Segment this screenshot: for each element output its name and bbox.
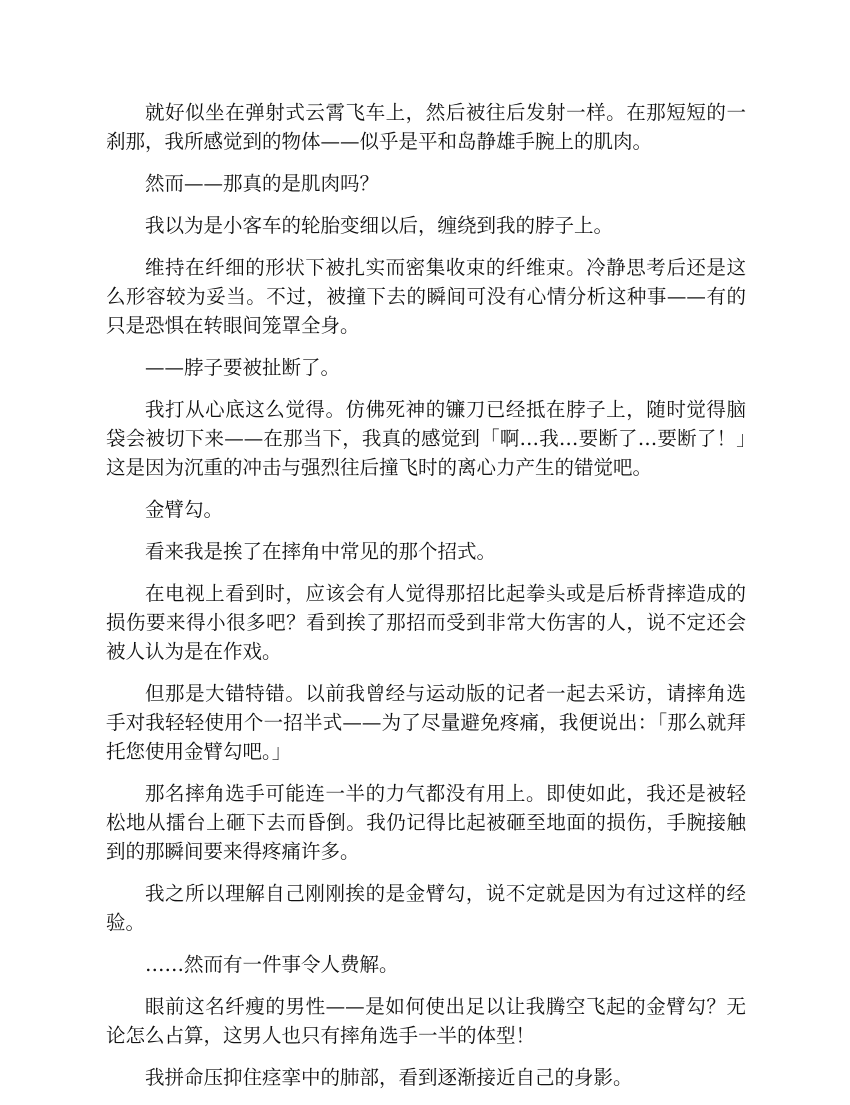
document-body	[106, 98, 746, 1105]
paragraph: 眼前这名纤瘦的男性——是如何使出足以让我腾空飞起的金臂勾？无论怎么占算，这男人也只有摔角选手一半的体型！	[106, 995, 746, 1047]
paragraph: 然而——那真的是肌肉吗？	[145, 172, 380, 195]
paragraph: ——脖子要被扯断了。	[145, 356, 341, 379]
paragraph: 我之所以理解自己刚刚挨的是金臂勾，说不定就是因为有过这样的经验。	[106, 882, 746, 934]
paragraph: 看来我是挨了在摔角中常见的那个招式。	[145, 540, 497, 563]
paragraph: 在电视上看到时，应该会有人觉得那招比起拳头或是后桥背摔造成的损伤要来得小很多吧？看到挨了那招而受到非常大伤害的人，说不定还会被人认为是在作戏。	[106, 582, 746, 663]
paragraph: ……然而有一件事令人费解。	[145, 953, 399, 976]
paragraph: 我拼命压抑住痉挛中的肺部，看到逐渐接近自己的身影。	[145, 1066, 633, 1089]
paragraph: 那名摔角选手可能连一半的力气都没有用上。即使如此，我还是被轻松地从擂台上砸下去而昏倒。我仍记得比起被砸至地面的损伤，手腕接触到的那瞬间要来得疼痛许多。	[106, 782, 746, 863]
paragraph: 但那是大错特错。以前我曾经与运动版的记者一起去采访，请摔角选手对我轻轻使用个一招半式——为了尽量避免疼痛，我便说出：「那么就拜托您使用金臂勾吧。」	[106, 682, 746, 763]
paragraph: 我以为是小客车的轮胎变细以后，缠绕到我的脖子上。	[145, 214, 614, 237]
paragraph: 金臂勾。	[145, 498, 224, 521]
paragraph: 就好似坐在弹射式云霄飞车上，然后被往后发射一样。在那短短的一刹那，我所感觉到的物体——似乎是平和岛静雄手腕上的肌肉。	[106, 101, 746, 153]
paragraph: 我打从心底这么觉得。仿佛死神的镰刀已经抵在脖子上，随时觉得脑袋会被切下来——在那当下，我真的感觉到「啊…我…要断了…要断了！」这是因为沉重的冲击与强烈往后撞飞时的离心力产生的错觉吧。	[106, 398, 746, 479]
paragraph: 维持在纤细的形状下被扎实而密集收束的纤维束。冷静思考后还是这么形容较为妥当。不过，被撞下去的瞬间可没有心情分析这种事——有的只是恐惧在转眼间笼罩全身。	[106, 256, 746, 337]
